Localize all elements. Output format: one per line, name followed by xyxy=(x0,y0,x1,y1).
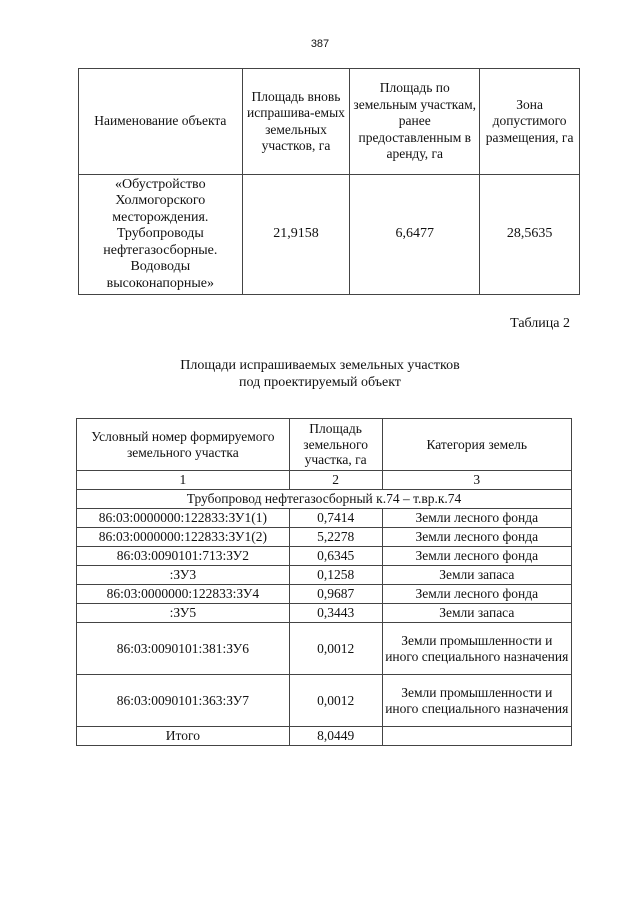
heading-line-2: под проектируемый объект xyxy=(239,375,401,390)
land-category-cell: Земли лесного фонда xyxy=(382,528,571,547)
total-label: Итого xyxy=(77,727,290,746)
column-number: 3 xyxy=(382,471,571,490)
table-row xyxy=(77,547,572,566)
land-category-cell: Земли промышленности и иного специального назначения xyxy=(382,675,571,727)
plot-number-cell: 86:03:0000000:122833:ЗУ1(2) xyxy=(77,528,290,547)
header-object-name: Наименование объекта xyxy=(79,69,243,175)
plot-number-cell: 86:03:0000000:122833:ЗУ1(1) xyxy=(77,509,290,528)
total-empty-cell xyxy=(382,727,571,746)
section-title: Трубопровод нефтегазосборный к.74 – т.вр.к.74 xyxy=(77,490,572,509)
total-row xyxy=(77,727,572,746)
table-row xyxy=(77,528,572,547)
leased-area-cell: 6,6477 xyxy=(350,175,480,295)
page-number: 387 xyxy=(310,38,330,50)
total-area: 8,0449 xyxy=(289,727,382,746)
land-category-cell: Земли лесного фонда xyxy=(382,509,571,528)
land-category-cell: Земли лесного фонда xyxy=(382,547,571,566)
table-row xyxy=(77,623,572,675)
header-land-category: Категория земель xyxy=(382,419,571,471)
object-name-cell: «Обустройство Холмогорского месторождения. Трубопроводы нефтегазосборные. Водоводы высоконапорные» xyxy=(79,175,243,295)
land-plots-table xyxy=(76,418,572,746)
land-category-cell: Земли промышленности и иного специального назначения xyxy=(382,623,571,675)
land-category-cell: Земли запаса xyxy=(382,604,571,623)
table-label: Таблица 2 xyxy=(510,316,570,331)
plot-number-cell: 86:03:0000000:122833:ЗУ4 xyxy=(77,585,290,604)
table-header-row xyxy=(79,69,580,175)
plot-number-cell: 86:03:0090101:713:ЗУ2 xyxy=(77,547,290,566)
header-leased-area: Площадь по земельным участкам, ранее предоставленным в аренду, га xyxy=(350,69,480,175)
table-row xyxy=(77,585,572,604)
plot-number-cell: 86:03:0090101:363:ЗУ7 xyxy=(77,675,290,727)
header-zone: Зона допустимого размещения, га xyxy=(480,69,580,175)
column-number: 2 xyxy=(289,471,382,490)
table-heading xyxy=(0,357,640,391)
column-number: 1 xyxy=(77,471,290,490)
table-row xyxy=(79,175,580,295)
zone-cell: 28,5635 xyxy=(480,175,580,295)
plot-number-cell: :ЗУ5 xyxy=(77,604,290,623)
land-category-cell: Земли лесного фонда xyxy=(382,585,571,604)
heading-line-1: Площади испрашиваемых земельных участков xyxy=(180,358,460,373)
plot-number-cell: 86:03:0090101:381:ЗУ6 xyxy=(77,623,290,675)
header-plot-area: Площадь земельного участка, га xyxy=(289,419,382,471)
table-row xyxy=(77,675,572,727)
object-table xyxy=(78,68,580,295)
plot-area-cell: 0,9687 xyxy=(289,585,382,604)
plot-area-cell: 0,7414 xyxy=(289,509,382,528)
column-number-row xyxy=(77,471,572,490)
plot-area-cell: 0,3443 xyxy=(289,604,382,623)
table-header-row xyxy=(77,419,572,471)
header-plot-number: Условный номер формируемого земельного участка xyxy=(77,419,290,471)
plot-number-cell: :ЗУ3 xyxy=(77,566,290,585)
plot-area-cell: 0,0012 xyxy=(289,675,382,727)
table-row xyxy=(77,509,572,528)
new-area-cell: 21,9158 xyxy=(242,175,350,295)
table-row xyxy=(77,566,572,585)
header-new-area: Площадь вновь испрашива-емых земельных участков, га xyxy=(242,69,350,175)
table-row xyxy=(77,604,572,623)
plot-area-cell: 0,0012 xyxy=(289,623,382,675)
plot-area-cell: 0,1258 xyxy=(289,566,382,585)
plot-area-cell: 0,6345 xyxy=(289,547,382,566)
land-category-cell: Земли запаса xyxy=(382,566,571,585)
section-row xyxy=(77,490,572,509)
plot-area-cell: 5,2278 xyxy=(289,528,382,547)
